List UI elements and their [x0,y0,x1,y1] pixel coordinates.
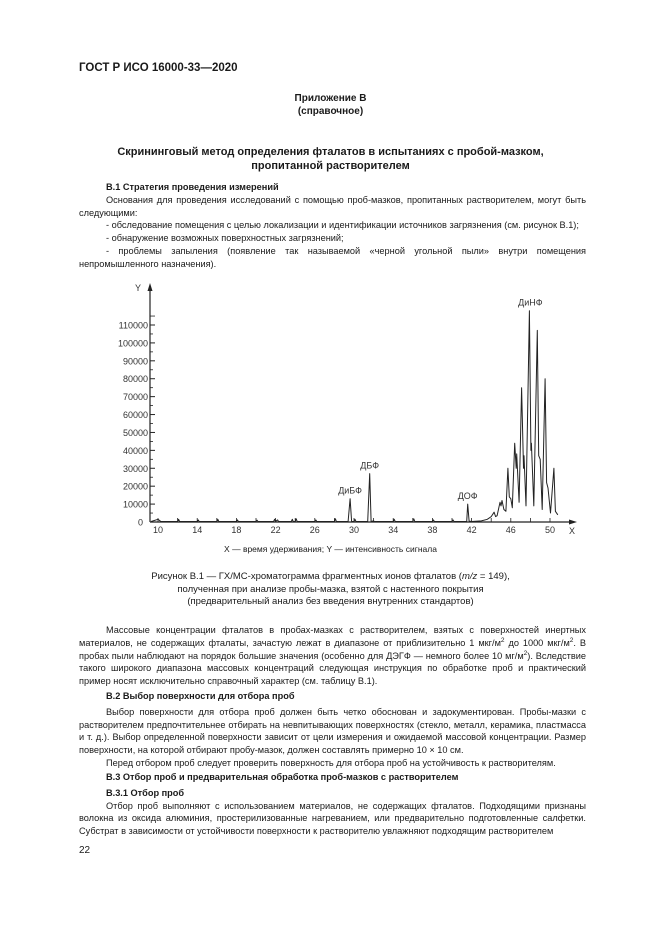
x-tick-label: 30 [348,525,360,535]
figure-caption [0,571,661,609]
y-tick-label: 10000 [122,499,148,510]
x-tick-label: 34 [388,525,399,535]
x-tick-label: 50 [544,525,556,535]
list-item: - обследование помещения с целью локализации и идентификации источников загрязнения (см. рисунок В.1); [106,220,579,231]
x-tick-label: 38 [427,525,438,535]
figure-caption-line3: (предварительный анализ без введения внутренних стандартов) [187,596,474,607]
peak-label: ДиБФ [338,485,362,496]
section-b1-heading: В.1 Стратегия проведения измерений [106,182,279,192]
appendix-label: Приложение В [294,93,367,104]
x-tick-label: 10 [152,525,164,535]
caption-text: = 149), [477,571,510,582]
section-b31-para: Отбор проб выполняют с использованием материалов, не содержащих фталатов. Подходящими признаны волокна из оксида алюминия, простерилизованные нагреванием, или предварительно подготовленные салфетки. Субстрат в зависимости от устойчивости поверхности к растворителю увлажняют подходящим растворителем [79,800,586,837]
peak-label: ДБФ [360,460,380,471]
x-tick-label: 22 [270,525,281,535]
y-axis-arrow-icon [148,283,153,291]
caption-mz: m/z [461,571,478,582]
section-b31-heading: В.3.1 Отбор проб [106,787,185,798]
chart-legend: X — время удерживания; Y — интенсивность сигнала [224,544,437,554]
paragraph-concentrations: Массовые концентрации фталатов в пробах-мазках с растворителем, взятых с поверхностей инертных материалов, не содержащих фталаты, зачастую лежат в диапазоне от приблизительно 1 мкг/$м^2$ до 1000 мкг/$м^2$. В пробах пыли наблюдают на порядок большие значения (особенно для ДЭГФ — немного более 10 $мг/м^2$). Вследствие такого широкого диапазона массовых концентраций следующая инструкция по обработке проб и практический пример носят исключительно справочный характер (см. таблицу В.1). [79,625,587,687]
section-b1-intro: Основания для проведения исследований с помощью проб-мазков, пропитанных растворителем, могут быть следующими: [79,194,586,218]
appendix-title [0,145,661,173]
y-tick-label: 60000 [122,410,148,421]
y-tick-label: 20000 [122,481,148,492]
x-tick-label: 46 [505,525,516,535]
y-tick-label: 30000 [122,463,148,474]
y-tick-label: 100000 [117,338,148,349]
figure-caption-line2: полученная при анализе пробы-мазка, взятой с настенного покрытия [177,583,484,595]
figure-caption-line1 [0,571,661,584]
y-tick-label: 70000 [122,392,148,403]
y-tick-label: 40000 [122,445,148,456]
x-axis-label: X [568,526,576,536]
y-axis-label: Y [134,283,141,293]
x-axis-arrow-icon [569,520,577,525]
appendix-status: (справочное) [297,106,364,117]
y-tick-label: 110000 [118,320,148,331]
page-number: 22 [79,845,91,856]
x-tick-label: 26 [309,525,320,535]
appendix-title-line1: Скрининговый метод определения фталатов в испытаниях с пробой-мазком, [117,146,544,158]
section-b2-para1: Выбор поверхности для отбора проб должен быть четко обоснован и задокументирован. Пробы-мазки с растворителем предпочтительнее отбирать на невпитывающих поверхностях (стекло, металл, керамика, пластмасса и т. д.). Выбор определенной поверхности зависит от цели измерения и ожидаемой массовой концентрации. Размер поверхности, на которой отбирают пробу-мазок, должен составлять примерно 10 × 10 см. [79,706,586,756]
appendix-title-line2: пропитанной растворителем [251,160,410,172]
y-tick-label: 80000 [122,374,148,385]
peak-label: ДиНФ [518,297,543,308]
section-b3 [79,771,586,838]
y-tick-label: 50000 [122,427,148,438]
y-tick-label: 0 [137,517,143,528]
caption-text: Рисунок В.1 — ГХ/МС-хроматограмма фрагментных ионов фталатов ( [151,571,462,582]
chromatogram-chart [0,280,661,542]
list-item: - проблемы запыления (появление так называемой «черной угольной пыли» внутри помещения непромышленного назначения). [79,245,586,269]
y-tick-label: 90000 [122,356,148,367]
list-item: - обнаружение возможных поверхностных загрязнений; [106,233,344,244]
section-b3-heading: В.3 Отбор проб и предварительная обработка проб-мазков с растворителем [106,772,459,782]
x-tick-label: 14 [192,525,203,535]
section-b2-para2: Перед отбором проб следует проверить поверхность для отбора проб на устойчивость к растворителям. [106,757,556,768]
x-tick-label: 18 [231,525,242,535]
section-b2 [79,690,586,770]
appendix-heading [0,92,661,118]
peak-label: ДОФ [457,491,478,502]
document-header: ГОСТ Р ИСО 16000-33—2020 [79,62,238,74]
section-b1 [79,181,586,271]
x-tick-label: 42 [466,525,477,535]
section-b2-heading: В.2 Выбор поверхности для отбора проб [106,691,295,701]
